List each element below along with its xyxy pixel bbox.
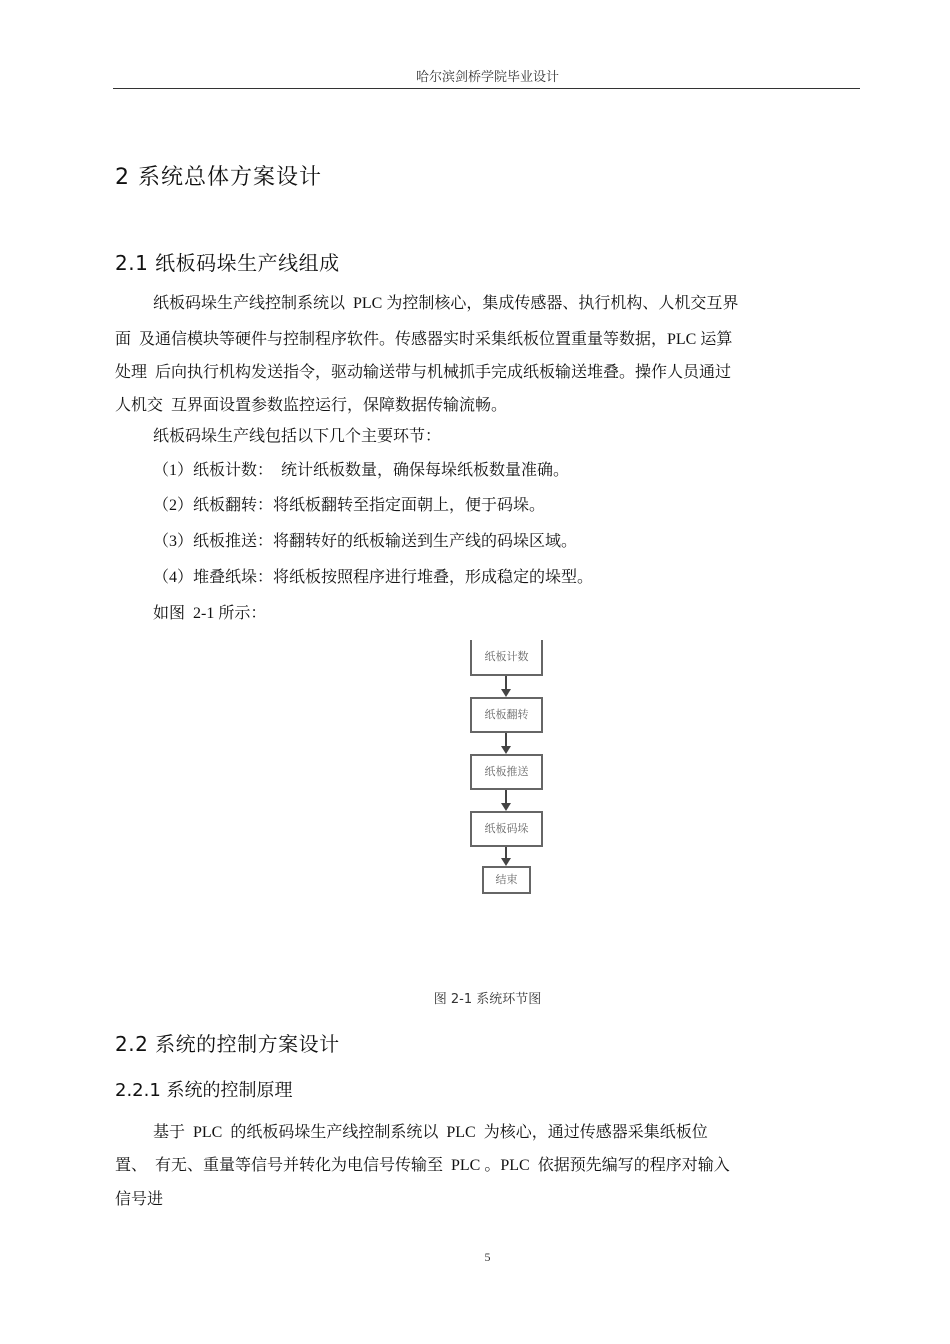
list-item: （4）堆叠纸垛：将纸板按照程序进行堆叠，形成稳定的垛型。 bbox=[153, 569, 594, 586]
figure-reference: 如图 2-1 所示： bbox=[153, 605, 267, 622]
header-rule bbox=[113, 88, 860, 89]
flow-step-stack: 纸板码垛 bbox=[470, 811, 543, 847]
paragraph-line: 基于 PLC 的纸板码垛生产线控制系统以 PLC 为核心，通过传感器采集纸板位 bbox=[153, 1124, 708, 1141]
page-number: 5 bbox=[484, 1250, 491, 1264]
paragraph-line: 人机交 互界面设置参数监控运行，保障数据传输流畅。 bbox=[115, 397, 508, 414]
flowchart bbox=[462, 640, 562, 900]
flow-arrow bbox=[505, 676, 507, 690]
flow-step-end: 结束 bbox=[482, 866, 531, 894]
arrow-down-icon bbox=[501, 689, 511, 697]
list-item: （3）纸板推送：将翻转好的纸板输送到生产线的码垛区域。 bbox=[153, 533, 578, 550]
chapter-heading: 2 系统总体方案设计 bbox=[115, 165, 322, 190]
section-2-1-heading: 2.1 纸板码垛生产线组成 bbox=[115, 251, 340, 275]
flow-step-count: 纸板计数 bbox=[470, 640, 543, 676]
list-item: （2）纸板翻转：将纸板翻转至指定面朝上，便于码垛。 bbox=[153, 497, 546, 514]
arrow-down-icon bbox=[501, 803, 511, 811]
paragraph-line: 处理 后向执行机构发送指令，驱动输送带与机械抓手完成纸板输送堆叠。操作人员通过 bbox=[115, 364, 732, 381]
subsection-2-2-1-heading: 2.2.1 系统的控制原理 bbox=[115, 1080, 293, 1101]
header-title: 哈尔滨剑桥学院毕业设计 bbox=[415, 69, 559, 84]
paragraph-line: 面 及通信模块等硬件与控制程序软件。传感器实时采集纸板位置重量等数据，PLC 运算 bbox=[115, 331, 733, 348]
flow-step-push: 纸板推送 bbox=[470, 754, 543, 790]
paragraph-line: 置、 有无、重量等信号并转化为电信号传输至 PLC 。PLC 依据预先编写的程序对输入 bbox=[115, 1157, 730, 1174]
paragraph-line: 信号进 bbox=[115, 1191, 164, 1208]
section-2-2-heading: 2.2 系统的控制方案设计 bbox=[115, 1032, 340, 1056]
list-item: （1）纸板计数： 统计纸板数量，确保每垛纸板数量准确。 bbox=[153, 462, 570, 479]
arrow-down-icon bbox=[501, 858, 511, 866]
flow-step-flip: 纸板翻转 bbox=[470, 697, 543, 733]
flow-arrow bbox=[505, 790, 507, 804]
arrow-down-icon bbox=[501, 746, 511, 754]
list-intro: 纸板码垛生产线包括以下几个主要环节： bbox=[153, 428, 442, 445]
figure-caption: 图 2-1 系统环节图 bbox=[433, 992, 542, 1007]
paragraph-line: 纸板码垛生产线控制系统以 PLC 为控制核心，集成传感器、执行机构、人机交互界 bbox=[153, 295, 739, 312]
flow-arrow bbox=[505, 733, 507, 747]
